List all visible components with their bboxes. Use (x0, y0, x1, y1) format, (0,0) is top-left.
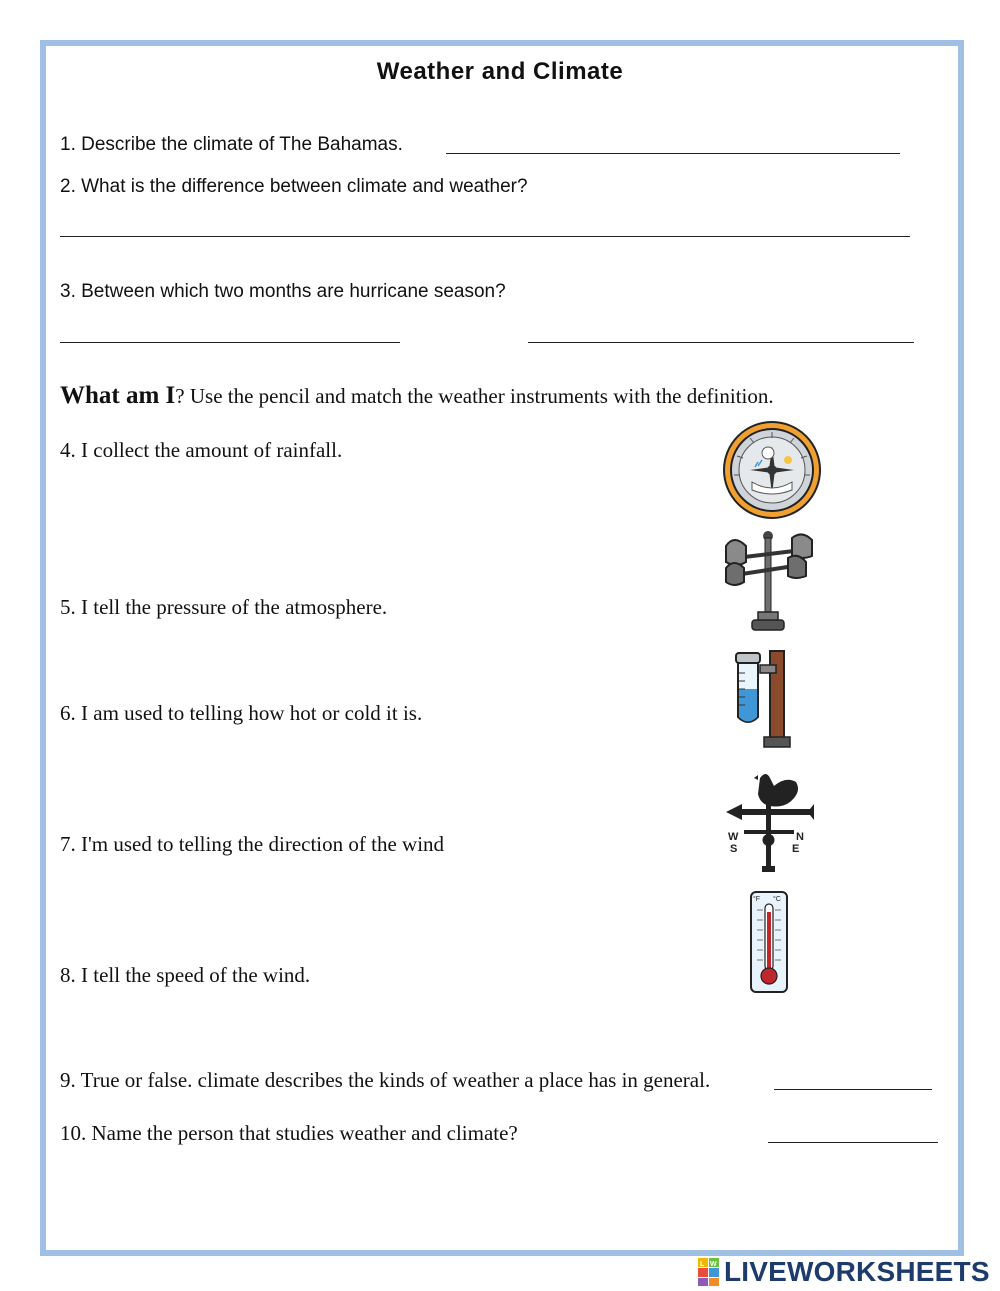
question-4: 4. I collect the amount of rainfall. (60, 438, 343, 462)
question-6: 6. I am used to telling how hot or cold it is. (60, 701, 423, 725)
anemometer-icon[interactable] (722, 528, 818, 634)
logo-letter-l: L (700, 1261, 705, 1268)
liveworksheets-brand-text: LIVEWORKSHEETS (724, 1256, 990, 1287)
barometer-icon[interactable] (722, 420, 822, 520)
question-3: 3. Between which two months are hurricane season? (60, 281, 506, 302)
wind-vane-e-label: E (792, 843, 800, 855)
answer-line-2[interactable] (60, 236, 910, 237)
section-heading-rest: ? Use the pencil and match the weather instruments with the definition. (175, 384, 774, 408)
question-5: 5. I tell the pressure of the atmosphere. (60, 595, 388, 619)
logo-letter-w: W (710, 1261, 717, 1268)
thermometer-f-label: °F (753, 896, 761, 903)
liveworksheets-logo[interactable] (698, 1256, 990, 1288)
section-heading-bold: What am I (60, 382, 176, 409)
thermometer-icon[interactable] (749, 890, 789, 994)
answer-line-3a[interactable] (60, 342, 400, 343)
wind-vane-icon[interactable] (722, 768, 816, 874)
wind-vane-n-label: N (796, 831, 804, 843)
page-title: Weather and Climate (376, 58, 624, 85)
question-10: 10. Name the person that studies weather and climate? (60, 1121, 518, 1145)
question-1: 1. Describe the climate of The Bahamas. (60, 134, 403, 155)
thermometer-c-label: °C (773, 896, 781, 903)
answer-line-1[interactable] (446, 153, 900, 154)
question-8: 8. I tell the speed of the wind. (60, 963, 311, 987)
question-9: 9. True or false. climate describes the kinds of weather a place has in general. (60, 1068, 711, 1092)
matching-instructions (60, 382, 774, 410)
rain-gauge-icon[interactable] (730, 645, 796, 749)
answer-line-9[interactable] (774, 1089, 932, 1090)
answer-line-10[interactable] (768, 1142, 938, 1143)
wind-vane-w-label: W (728, 831, 739, 843)
answer-line-3b[interactable] (528, 342, 914, 343)
question-2: 2. What is the difference between climate and weather? (60, 176, 528, 197)
question-7: 7. I'm used to telling the direction of the wind (60, 832, 445, 856)
liveworksheets-logo-icon (698, 1258, 720, 1286)
wind-vane-s-label: S (730, 843, 738, 855)
